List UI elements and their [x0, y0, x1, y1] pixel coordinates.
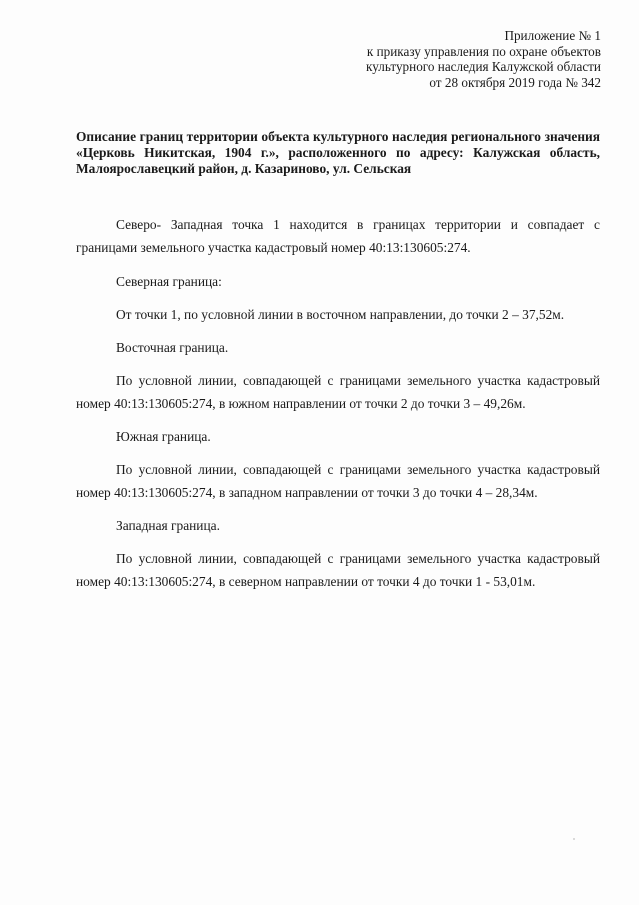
heading-south-border: Южная граница.	[116, 429, 211, 444]
appendix-order-ref: к приказу управления по охране объектов	[366, 43, 601, 59]
appendix-number: Приложение № 1	[504, 28, 601, 43]
appendix-header	[366, 28, 601, 90]
heading-east-border: Восточная граница.	[116, 340, 229, 355]
scan-speck	[573, 838, 575, 840]
appendix-authority: культурного наследия Калужской области	[366, 59, 601, 75]
document-body	[76, 213, 600, 593]
heading-west-border: Западная граница.	[116, 518, 220, 533]
document-title: Описание границ территории объекта культурного наследия регионального значения «Церковь Никитская, 1904 г.», расположенного по адресу: Калужская область, Малоярославецкий район, д. Казариново, ул. Сельская	[76, 129, 600, 177]
paragraph-east-border: По условной линии, совпадающей с границами земельного участка кадастровый номер 40:13:130605:274, в южном направлении от точки 2 до точки 3 – 49,26м.	[76, 373, 600, 411]
paragraph-northwest-point: Северо- Западная точка 1 находится в границах территории и совпадает с границами земельного участка кадастровый номер 40:13:130605:274.	[76, 217, 600, 255]
paragraph-south-border: По условной линии, совпадающей с границами земельного участка кадастровый номер 40:13:130605:274, в западном направлении от точки 3 до точки 4 – 28,34м.	[76, 462, 600, 500]
paragraph-west-border: По условной линии, совпадающей с границами земельного участка кадастровый номер 40:13:130605:274, в северном направлении от точки 4 до точки 1 - 53,01м.	[76, 551, 600, 589]
paragraph-north-border: От точки 1, по условной линии в восточном направлении, до точки 2 – 37,52м.	[116, 307, 565, 322]
appendix-date: от 28 октября 2019 года № 342	[429, 74, 601, 90]
heading-north-border: Северная граница:	[116, 274, 222, 289]
